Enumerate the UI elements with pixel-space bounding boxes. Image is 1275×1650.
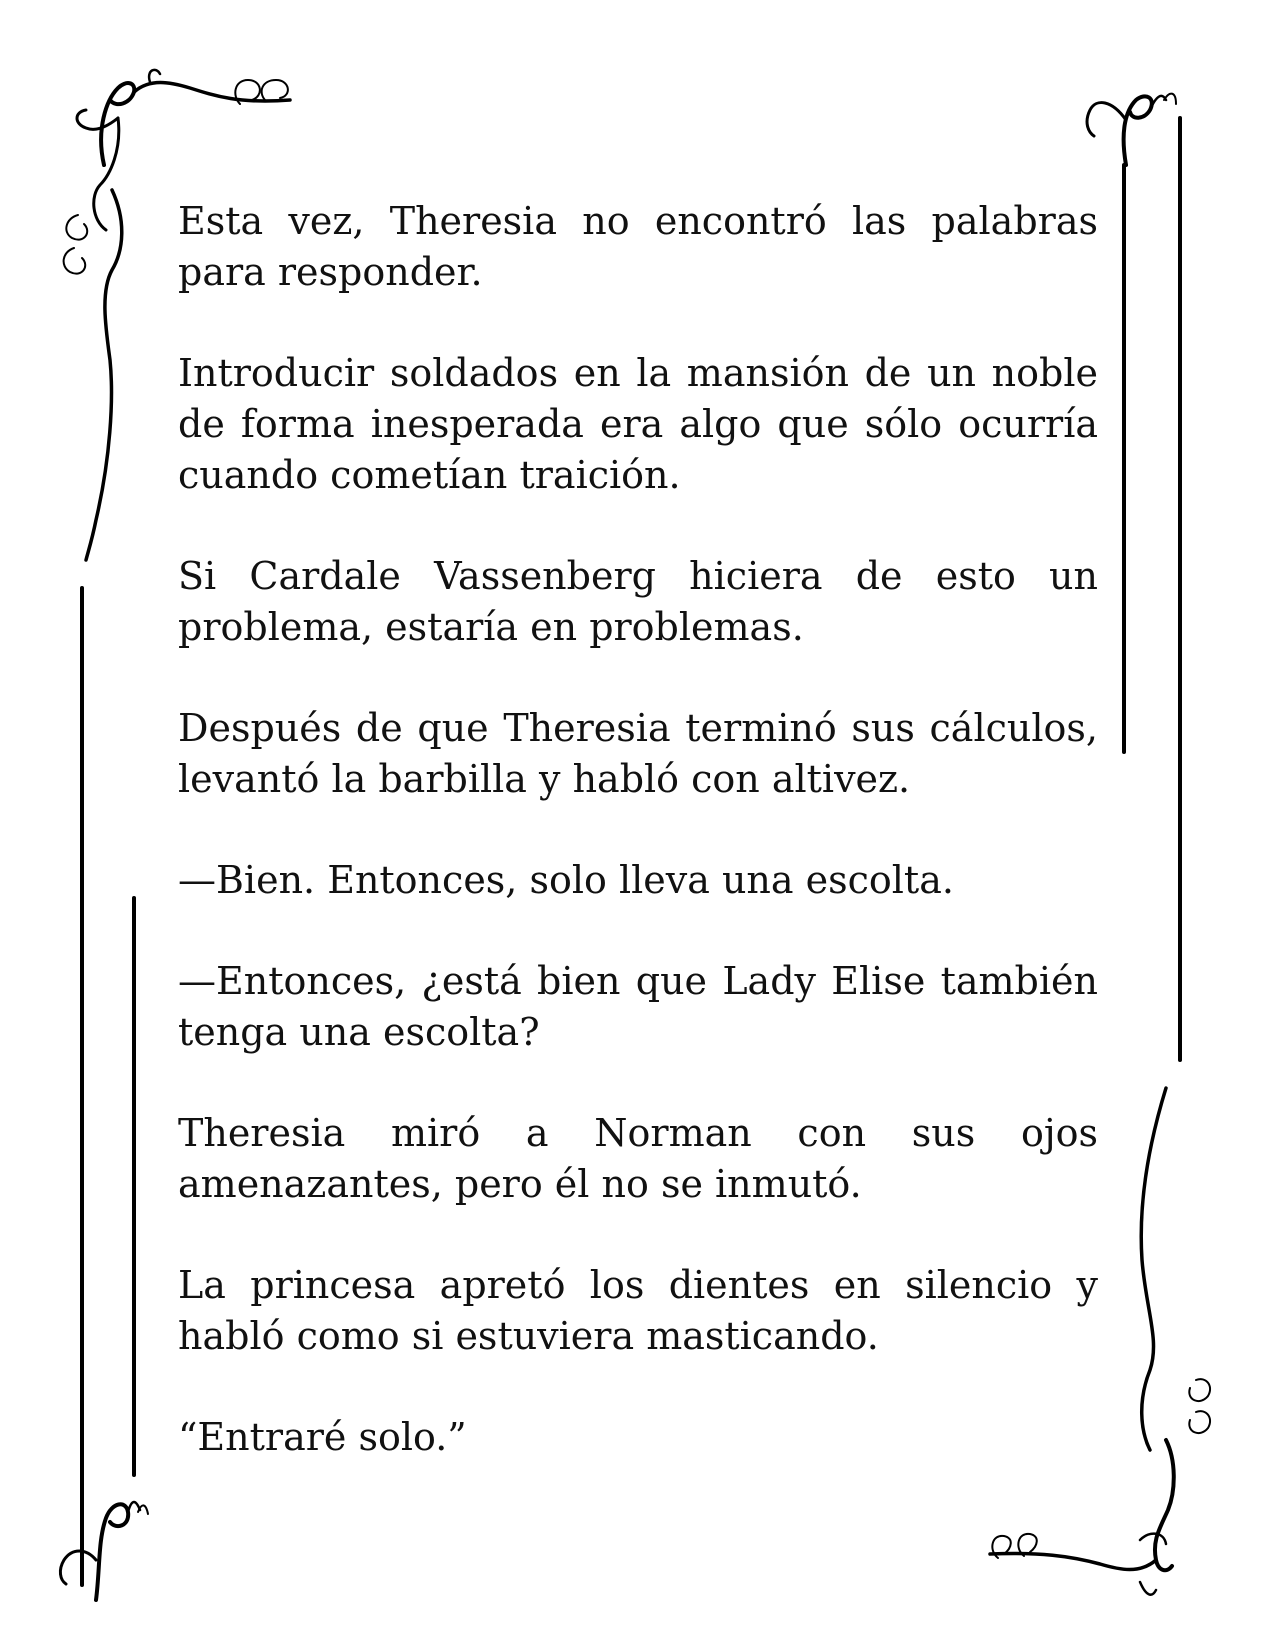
bottom-left-flourish-icon (60, 1502, 148, 1600)
body-text (178, 196, 1098, 1513)
paragraph: Theresia miró a Norman con sus ojos amenazantes, pero él no se inmutó. (178, 1111, 1098, 1206)
paragraph: Si Cardale Vassenberg hiciera de esto un problema, estaría en problemas. (178, 554, 1098, 649)
dialogue-line: —Entonces, ¿está bien que Lady Elise también tenga una escolta? (178, 959, 1098, 1054)
paragraph: Esta vez, Theresia no encontró las palabras para responder. (178, 199, 1098, 294)
dialogue-line: —Bien. Entonces, solo lleva una escolta. (178, 858, 954, 902)
top-right-flourish-icon (1087, 94, 1176, 165)
quote-line: “Entraré solo.” (178, 1415, 467, 1459)
paragraph: Después de que Theresia terminó sus cálculos, levantó la barbilla y habló con altivez. (178, 706, 1098, 801)
paragraph: La princesa apretó los dientes en silencio y habló como si estuviera masticando. (178, 1263, 1098, 1358)
paragraph: Introducir soldados en la mansión de un noble de forma inesperada era algo que sólo ocurría cuando cometían traición. (178, 351, 1098, 497)
